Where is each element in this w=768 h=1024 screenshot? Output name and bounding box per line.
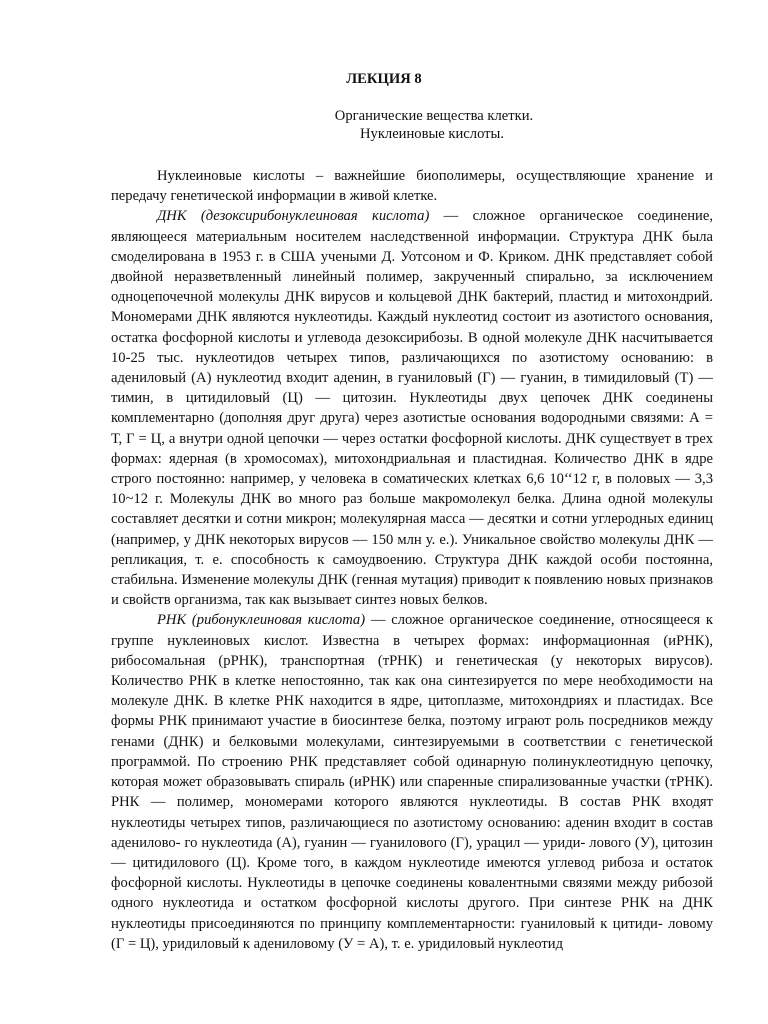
lecture-title: ЛЕКЦИЯ 8 xyxy=(346,71,422,87)
subtitle-line-1: Органические вещества клетки. xyxy=(334,108,534,124)
rna-paragraph xyxy=(111,610,713,953)
dna-text: — сложное органическое соединение, являющееся материальным носителем наследственной информации. Структура ДНК была смоделирована в 1953 г. в США учеными Д. Уотсоном и Ф. Криком. ДНК представляет собой двойной неразветвленный линейный полимер, закрученный спирально, за исключением одноцепочечной молекулы ДНК вирусов и кольцевой ДНК бактерий, пластид и митохондрий. Мономерами ДНК являются нуклеотиды. Каждый нуклеотид состоит из азотистого основания, остатка фосфорной кислоты и углевода дезоксирибозы. В одной молекуле ДНК насчитывается 10-25 тыс. нуклеотидов четырех типов, различающихся по азотистому основанию: в адениловый (А) нуклеотид входит аденин, в гуаниловый (Г) — гуанин, в тимидиловый (Т) — тимин, в цитидиловый (Ц) — цитозин. Нуклеотиды двух цепочек ДНК соединены комплементарно (дополняя друг друга) через азотистые основания водородными связями: А = Т, Г = Ц, а внутри одной цепочки — через остатки фосфорной кислоты. ДНК существует в трех формах: ядерная (в хромосомах), митохондриальная и пластидная. Количество ДНК в ядре строго постоянно: например, у человека в соматических клетках 6,6 10‘‘12 г, в половых — 3,3 10~12 г. Молекулы ДНК во много раз больше макромолекул белка. Длина одной молекулы составляет десятки и сотни микрон; молекулярная масса — десятки и сотни углеродных единиц (например, у ДНК некоторых вирусов — 150 млн у. е.). Уникальное свойство молекулы ДНК — репликация, т. е. способность к самоудвоению. Структура ДНК каждой особи постоянна, стабильна. Изменение молекулы ДНК (генная мутация) приводит к появлению новых признаков и свойств организма, так как вызывает синтез новых белков. xyxy=(111,208,713,609)
dna-paragraph xyxy=(111,206,713,610)
rna-text: — сложное органическое соединение, относящееся к группе нуклеиновых кислот. Известна в четырех формах: информационная (иРНК), рибосомальная (рРНК), транспортная (тРНК) и генетическая (у некоторых вирусов). Количество РНК в клетке непостоянно, так как она синтезируется по мере необходимости на молекуле ДНК. В клетке РНК находится в ядре, цитоплазме, митохондриях и пластидах. Все формы РНК принимают участие в биосинтезе белка, поэтому играют роль посредников между генами (ДНК) и белковыми молекулами, синтезируемыми в соответствии с генетической программой. По строению РНК представляет собой одинарную полинуклеотидную цепочку, которая может образовывать спираль (иРНК) или спаренные спирализованные участки (тРНК). РНК — полимер, мономерами которого являются нуклеотиды. В состав РНК входят нуклеотиды четырех типов, различающиеся по азотистому основанию: аденин входит в состав аденилово- го нуклеотида (А), гуанин — гуанилового (Г), урацил — уриди- лового (У), цитозин — цитидилового (Ц). Кроме того, в каждом нуклеотиде имеются углевод рибоза и остаток фосфорной кислоты. Нуклеотиды в цепочке соединены ковалентными связями между рибозой одного нуклеотида и остатком фосфорной кислоты другого. При синтезе РНК на ДНК нуклеотиды присоединяются по принципу комплементарности: гуаниловый к цитиди- ловому (Г = Ц), уридиловый к адениловому (У = А), т. е. уридиловый нуклеотид xyxy=(111,612,713,952)
rna-term: РНК (рибонуклеиновая кислота) xyxy=(157,612,366,629)
intro-paragraph: Нуклеиновые кислоты – важнейшие биополимеры, осуществляющие хранение и передачу генетической информации в живой клетке. xyxy=(111,168,713,205)
document-body xyxy=(111,166,713,954)
dna-term: ДНК (дезоксирибонуклеиновая кислота) xyxy=(157,208,430,225)
subtitle-line-2: Нуклеиновые кислоты. xyxy=(359,126,505,142)
